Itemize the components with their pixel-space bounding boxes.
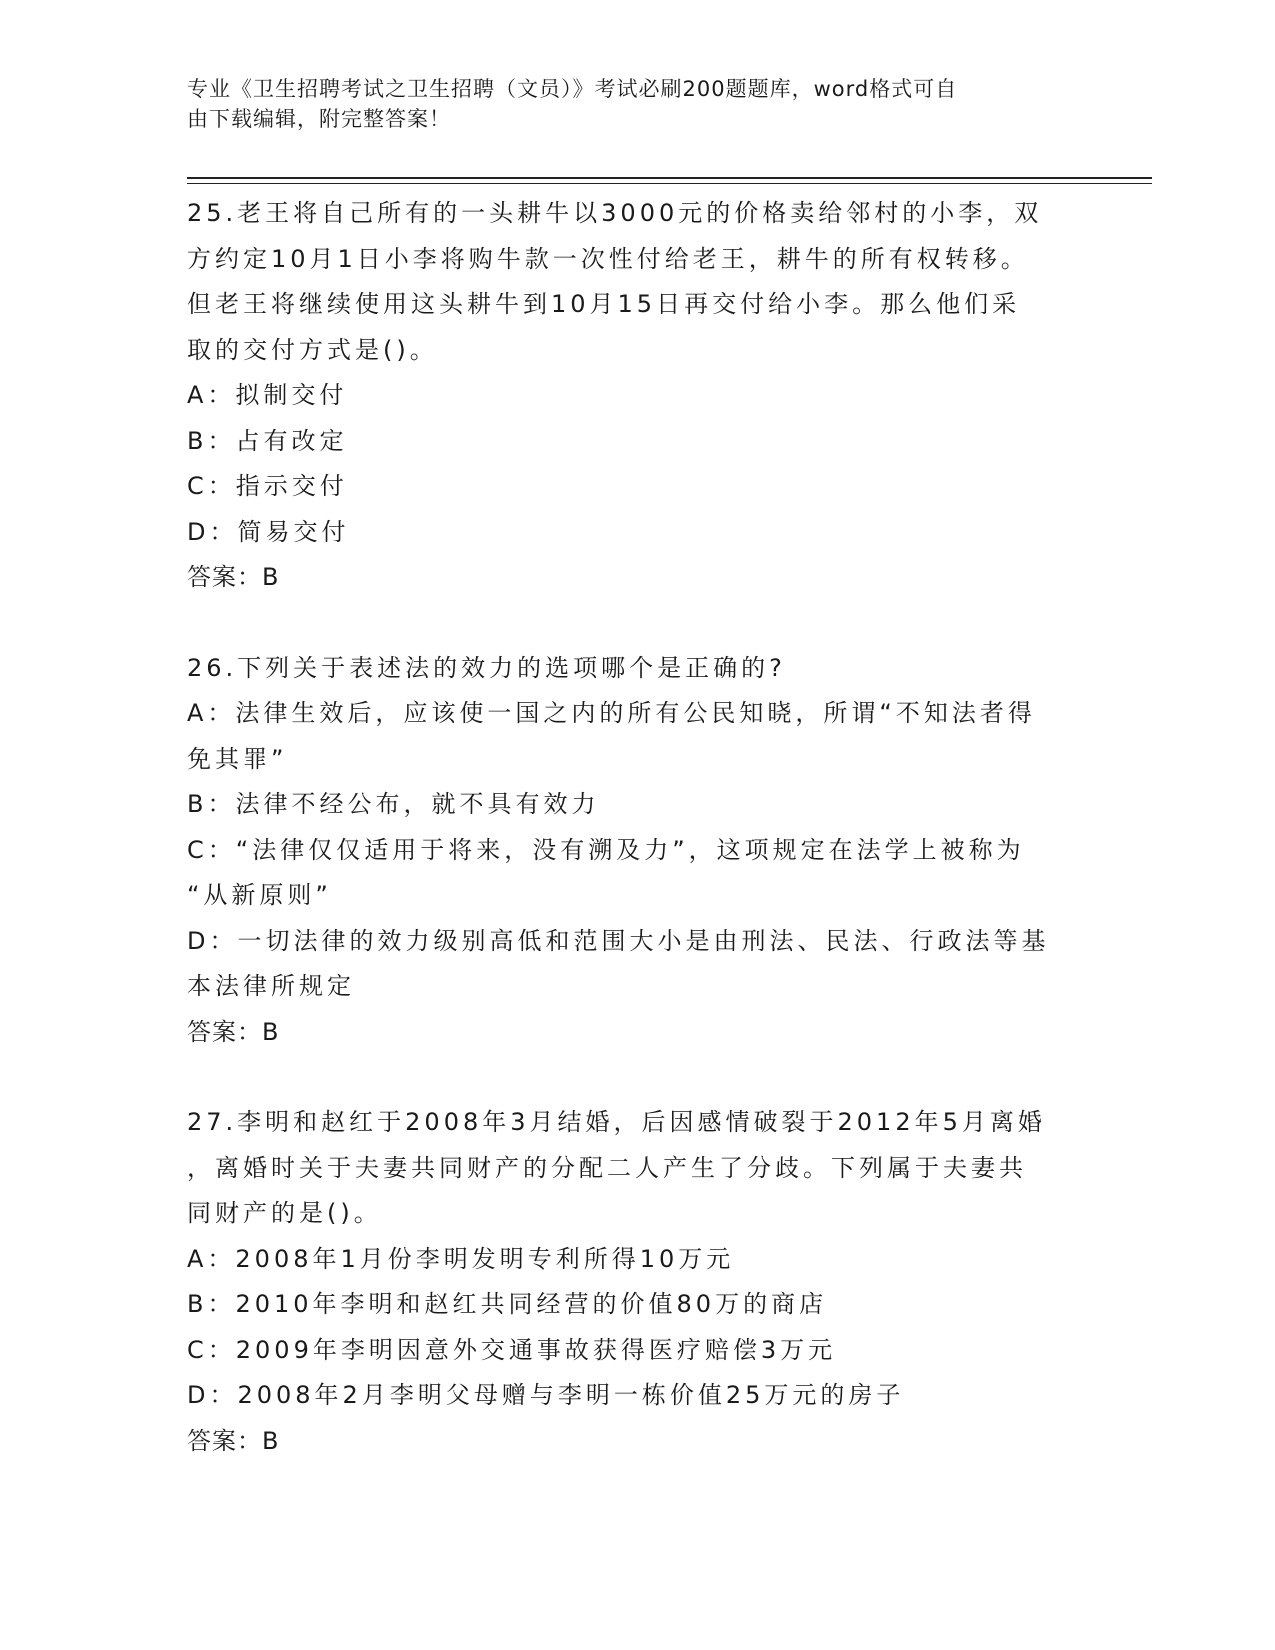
option-d-continued: 本法律所规定	[187, 972, 355, 1000]
header-line: 由下载编辑，附完整答案！	[187, 107, 451, 131]
option-a: A：法律生效后，应该使一国之内的所有公民知晓，所谓“不知法者得	[187, 699, 1036, 727]
option-d: D：一切法律的效力级别高低和范围大小是由刑法、民法、行政法等基	[187, 926, 1050, 955]
option-b: B：占有改定	[187, 426, 348, 455]
option-d: D：2008年2月李明父母赠与李明一栋价值25万元的房子	[187, 1381, 905, 1409]
option-c: C：“法律仅仅适用于将来，没有溯及力”，这项规定在法学上被称为	[187, 835, 1025, 864]
option-b: B：法律不经公布，就不具有效力	[187, 790, 600, 818]
question-25	[187, 191, 1087, 601]
question-text-line: 26.下列关于表述法的效力的选项哪个是正确的?	[187, 653, 786, 682]
question-text-line: 取的交付方式是()。	[187, 335, 438, 364]
header-divider-thin	[187, 183, 1152, 184]
question-26	[187, 646, 1087, 1056]
question-text-line: 方约定10月1日小李将购牛款一次性付给老王，耕牛的所有权转移。	[187, 244, 1029, 273]
option-d: D：简易交付	[187, 517, 350, 546]
question-text-line: 但老王将继续使用这头耕牛到10月15日再交付给小李。那么他们采	[187, 290, 1021, 318]
question-spacer	[187, 1055, 1087, 1100]
header-divider-thick	[187, 177, 1152, 179]
question-text-line: 同财产的是()。	[187, 1199, 382, 1227]
question-text-line: ，离婚时关于夫妻共同财产的分配二人产生了分歧。下列属于夫妻共	[187, 1153, 1027, 1182]
header-line: 专业《卫生招聘考试之卫生招聘（文员）》考试必刷200题题库，word格式可自	[187, 77, 958, 101]
question-text-line: 27.李明和赵红于2008年3月结婚，后因感情破裂于2012年5月离婚	[187, 1108, 1046, 1136]
option-c: C：指示交付	[187, 472, 348, 500]
question-list	[187, 191, 1087, 1464]
answer-line: 答案：B	[187, 1426, 280, 1455]
answer-line: 答案：B	[187, 563, 280, 591]
question-27	[187, 1100, 1087, 1464]
option-a-continued: 免其罪”	[187, 744, 288, 773]
option-a: A：2008年1月份李明发明专利所得10万元	[187, 1244, 735, 1273]
option-b: B：2010年李明和赵红共同经营的价值80万的商店	[187, 1290, 828, 1318]
option-c-continued: “从新原则”	[187, 881, 332, 909]
document-header	[187, 74, 1067, 134]
option-c: C：2009年李明因意外交通事故获得医疗赔偿3万元	[187, 1335, 837, 1364]
question-spacer	[187, 601, 1087, 646]
answer-line: 答案：B	[187, 1017, 280, 1046]
question-text-line: 25.老王将自己所有的一头耕牛以3000元的价格卖给邻村的小李，双	[187, 199, 1043, 227]
option-a: A：拟制交付	[187, 381, 348, 409]
